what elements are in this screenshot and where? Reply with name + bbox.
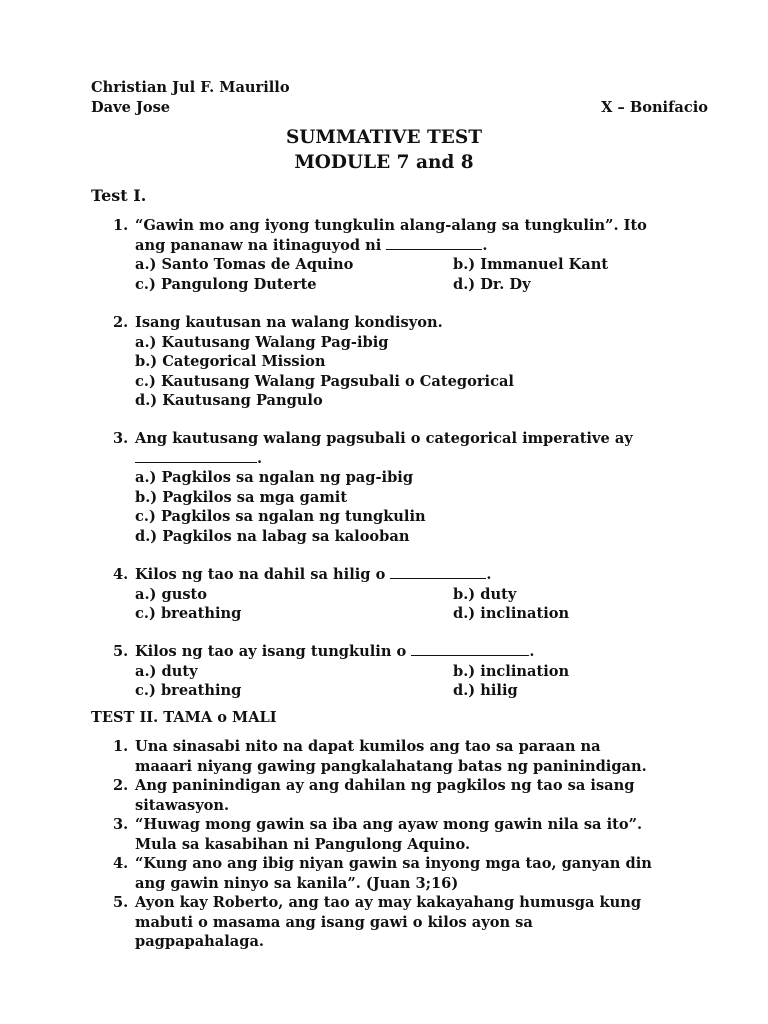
statement-text-line: ang gawin ninyo sa kanila”. (Juan 3;16) — [135, 874, 459, 892]
statement-number: 1. — [113, 738, 129, 755]
option-d: d.) Dr. Dy — [453, 275, 531, 293]
question-3 — [113, 429, 713, 546]
punctuation: . — [257, 449, 263, 467]
option-a: a.) Kautusang Walang Pag-ibig — [135, 333, 389, 351]
statement-text-line: sitawasyon. — [135, 796, 230, 814]
option-d: d.) hilig — [453, 682, 518, 699]
answer-blank — [386, 237, 482, 250]
statement-number: 3. — [113, 816, 129, 833]
option-b: b.) Immanuel Kant — [453, 256, 609, 273]
student-name-2: Dave Jose — [91, 99, 171, 116]
question-4 — [113, 565, 713, 624]
punctuation: . — [482, 236, 488, 254]
statement-text-line: Ang paninindigan ay ang dahilan ng pagkilos ng tao sa isang — [135, 777, 635, 794]
question-text-line: Kilos ng tao na dahil sa hilig o — [135, 566, 386, 583]
question-text-line: ang pananaw na itinaguyod ni — [135, 236, 382, 254]
answer-blank — [390, 566, 486, 579]
statement-text-line: Mula sa kasabihan ni Pangulong Aquino. — [135, 835, 471, 853]
question-number: 5. — [113, 643, 129, 660]
option-d: d.) Pagkilos na labag sa kalooban — [135, 527, 410, 545]
statement-3 — [113, 815, 713, 854]
option-a: a.) gusto — [135, 585, 208, 603]
header-row-2 — [91, 98, 708, 118]
header-row-1 — [91, 78, 708, 98]
statement-4 — [113, 854, 713, 893]
statement-text-line: “Kung ano ang ibig niyan gawin sa inyong mga tao, ganyan din — [135, 855, 652, 872]
answer-blank — [411, 643, 529, 656]
statement-text-line: pagpapahalaga. — [135, 933, 264, 950]
class-section: X – Bonifacio — [601, 99, 708, 116]
question-2 — [113, 313, 713, 411]
option-c: c.) breathing — [135, 605, 242, 622]
option-c: c.) Pangulong Duterte — [135, 275, 317, 293]
statement-5 — [113, 893, 713, 952]
option-b: b.) duty — [453, 585, 517, 603]
option-c: c.) breathing — [135, 682, 242, 699]
statement-text-line: maaari niyang gawing pangkalahatang batas ng paninindigan. — [135, 757, 647, 775]
option-b: b.) Categorical Mission — [135, 353, 326, 370]
option-a: a.) Santo Tomas de Aquino — [135, 256, 354, 273]
question-number: 3. — [113, 430, 129, 447]
test2-heading: TEST II. TAMA o MALI — [91, 709, 277, 726]
option-d: d.) Kautusang Pangulo — [135, 392, 323, 409]
test1-heading: Test I. — [91, 186, 147, 205]
question-5 — [113, 642, 713, 701]
option-b: b.) inclination — [453, 662, 570, 680]
statement-1 — [113, 737, 713, 776]
option-d: d.) inclination — [453, 605, 570, 622]
option-c: c.) Pagkilos sa ngalan ng tungkulin — [135, 508, 426, 525]
punctuation: . — [529, 643, 535, 660]
question-text-line: Ang kautusang walang pagsubali o categorical imperative ay — [135, 430, 633, 447]
question-text-line: “Gawin mo ang iyong tungkulin alang-alang sa tungkulin”. Ito — [135, 217, 647, 234]
question-number: 2. — [113, 314, 129, 331]
statement-text-line: “Huwag mong gawin sa iba ang ayaw mong gawin nila sa ito”. — [135, 816, 643, 833]
title-line-1: SUMMATIVE TEST — [285, 127, 483, 148]
test2-list — [113, 737, 713, 952]
option-a: a.) Pagkilos sa ngalan ng pag-ibig — [135, 469, 414, 486]
statement-text-line: Ayon kay Roberto, ang tao ay may kakayahang humusga kung — [135, 894, 642, 911]
student-name-1: Christian Jul F. Maurillo — [91, 79, 290, 96]
question-text-line: Kilos ng tao ay isang tungkulin o — [135, 643, 407, 660]
question-number: 4. — [113, 566, 129, 583]
option-b: b.) Pagkilos sa mga gamit — [135, 488, 348, 506]
statement-number: 5. — [113, 894, 129, 911]
answer-blank — [135, 450, 257, 463]
statement-text-line: Una sinasabi nito na dapat kumilos ang tao sa paraan na — [135, 738, 601, 755]
question-text-line: Isang kautusan na walang kondisyon. — [135, 314, 443, 331]
statement-number: 4. — [113, 855, 129, 872]
title-line-2: MODULE 7 and 8 — [294, 152, 474, 173]
header-block — [91, 78, 708, 118]
statement-number: 2. — [113, 777, 129, 794]
option-a: a.) duty — [135, 662, 198, 680]
question-number: 1. — [113, 217, 129, 234]
statement-2 — [113, 776, 713, 815]
punctuation: . — [486, 566, 492, 583]
option-c: c.) Kautusang Walang Pagsubali o Categorical — [135, 372, 514, 390]
statement-text-line: mabuti o masama ang isang gawi o kilos ayon sa — [135, 913, 533, 931]
question-1 — [113, 216, 713, 294]
